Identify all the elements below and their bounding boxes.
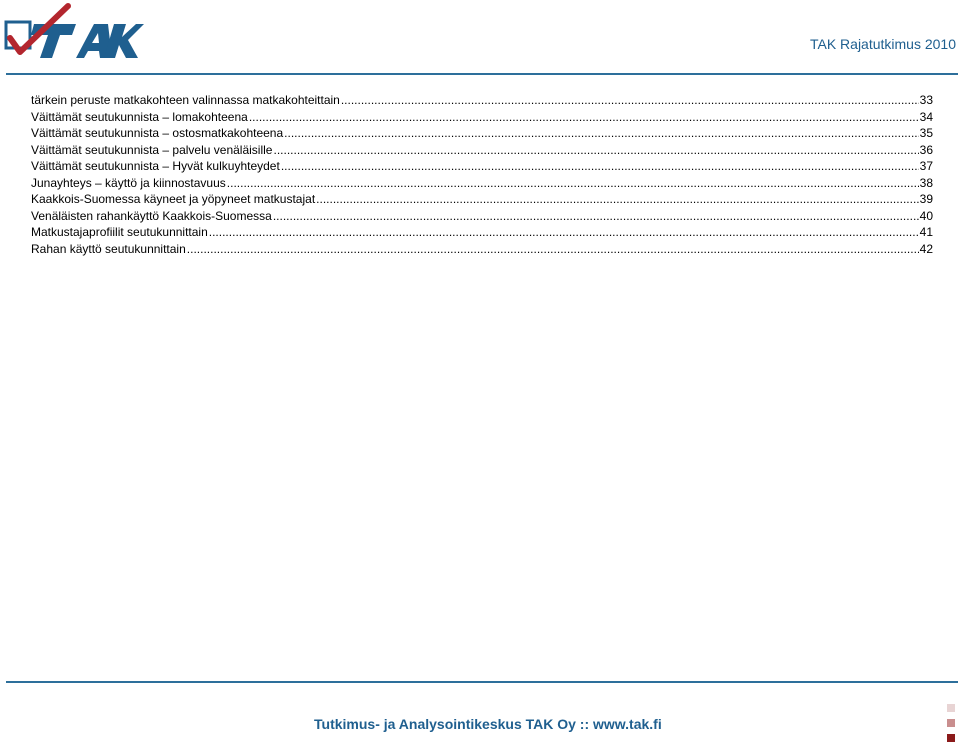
toc-dot-leader: [273, 142, 918, 159]
toc-entry: [31, 241, 933, 258]
toc-entry-title: Väittämät seutukunnista – lomakohteena: [31, 109, 248, 124]
header-divider: [6, 73, 958, 75]
tak-logo: [4, 2, 144, 64]
toc-dot-leader: [187, 241, 919, 258]
page-header: [0, 0, 960, 80]
toc-entry-title: Väittämät seutukunnista – palvelu venäläisille: [31, 142, 273, 157]
toc-dot-leader: [341, 92, 919, 109]
toc-entry: [31, 191, 933, 208]
toc-entry-title: tärkein peruste matkakohteen valinnassa matkakohteittain: [31, 93, 340, 107]
toc-entry-title: Junayhteys – käyttö ja kiinnostavuus: [31, 175, 226, 190]
toc-entry-title: Matkustajaprofiilit seutukunnittain: [31, 225, 208, 239]
toc-entry-page: 34: [919, 109, 933, 124]
toc-entry-page: 37: [919, 159, 933, 173]
square-icon-light: [947, 704, 955, 712]
header-title: TAK Rajatutkimus 2010: [809, 36, 956, 52]
toc-entry: [31, 142, 933, 159]
toc-entry: [31, 158, 933, 175]
toc-entry-title: Väittämät seutukunnista – ostosmatkakohteena: [31, 126, 284, 140]
toc-entry-page: 40: [919, 208, 933, 223]
toc-entry-page: 38: [919, 175, 933, 190]
toc-entry: [31, 92, 933, 109]
toc-entry-page: 36: [919, 142, 933, 157]
table-of-contents: [31, 92, 933, 257]
toc-entry-page: 42: [919, 241, 933, 256]
toc-entry-title: Venäläisten rahankäyttö Kaakkois-Suomessa: [31, 208, 272, 223]
toc-dot-leader: [284, 125, 918, 142]
toc-entry-page: 39: [919, 192, 933, 206]
toc-dot-leader: [227, 175, 919, 192]
toc-entry-page: 35: [919, 126, 933, 140]
toc-entry: [31, 109, 933, 126]
toc-entry-page: 33: [919, 93, 933, 107]
toc-entry: [31, 125, 933, 142]
toc-dot-leader: [249, 109, 919, 126]
toc-entry-title: Väittämät seutukunnista – Hyvät kulkuyhteydet: [31, 159, 280, 173]
footer-divider: [6, 681, 958, 683]
toc-entry-page: 41: [919, 225, 933, 239]
toc-dot-leader: [273, 208, 919, 225]
toc-dot-leader: [209, 224, 919, 241]
toc-dot-leader: [281, 158, 919, 175]
footer-text: Tutkimus- ja Analysointikeskus TAK Oy :: www.tak.fi: [314, 716, 662, 732]
toc-entry: [31, 224, 933, 241]
square-icon-dark: [947, 734, 955, 742]
tak-logo-graphic: [4, 2, 144, 64]
toc-entry-title: Kaakkois-Suomessa käyneet ja yöpyneet matkustajat: [31, 192, 316, 206]
square-icon-mid: [947, 719, 955, 727]
footer-squares-decoration: [947, 702, 957, 742]
toc-entry-title: Rahan käyttö seutukunnittain: [31, 241, 186, 256]
toc-dot-leader: [316, 191, 918, 208]
toc-entry: [31, 208, 933, 225]
toc-entry: [31, 175, 933, 192]
